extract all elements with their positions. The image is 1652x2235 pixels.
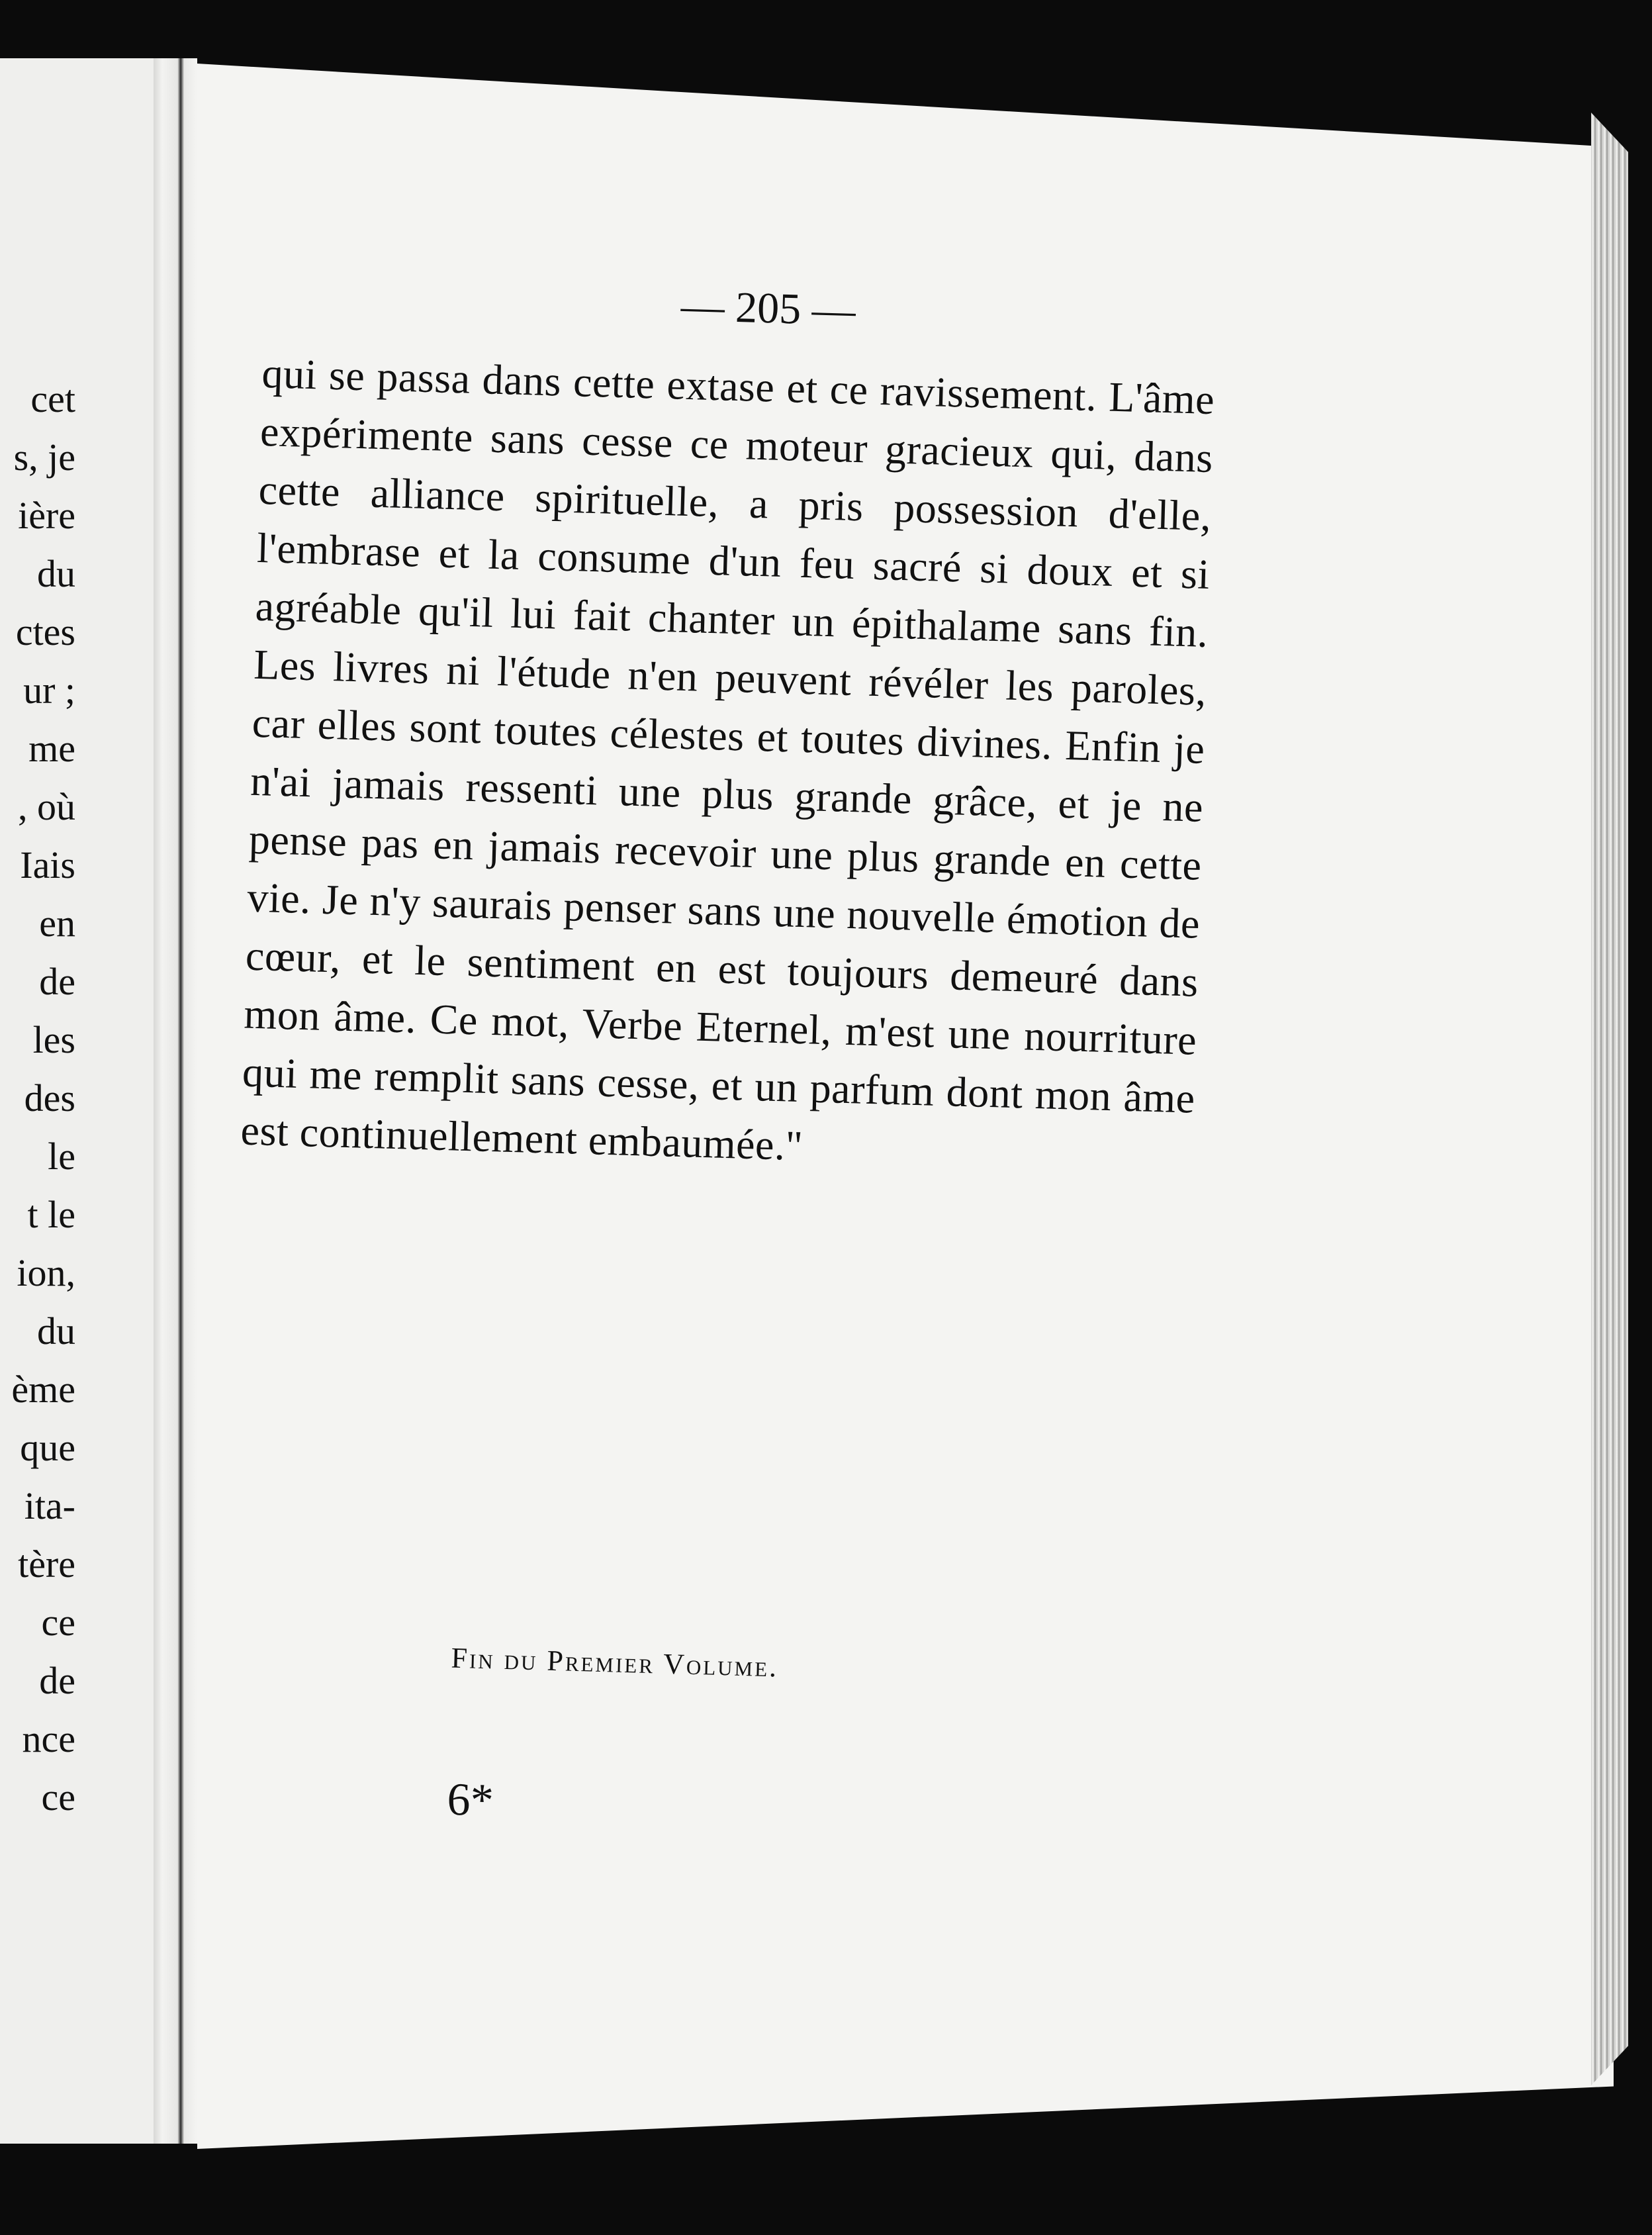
- left-page-line: le: [48, 1135, 75, 1178]
- left-page-line: ur ;: [23, 669, 75, 712]
- left-page-line: nce: [22, 1717, 75, 1760]
- end-of-volume-note: Fin du Premier Volume.: [450, 1641, 779, 1684]
- left-page-line: du: [37, 1309, 75, 1353]
- page-number: — 205 —: [680, 281, 856, 335]
- left-page-line: Iais: [20, 843, 75, 886]
- left-page-line: , où: [18, 785, 75, 828]
- left-page-line: de: [39, 1659, 75, 1702]
- left-page-line: du: [37, 552, 75, 595]
- left-page-line: ce: [41, 1776, 75, 1819]
- left-page-line: ctes: [15, 610, 75, 653]
- left-page-line: ita-: [24, 1484, 75, 1527]
- signature-mark: 6*: [446, 1774, 494, 1827]
- left-page-line: des: [24, 1076, 75, 1119]
- left-page-line: les: [32, 1018, 75, 1061]
- body-paragraph: qui se passa dans cette extase et ce ravissement. L'âme expérimente sans cesse ce moteur gracieux qui, dans cette alliance spirituelle, a pris possession d'elle, l'embrase et la consume d'un feu sacré si doux et si agréable qu'il lui fait chanter un épithalame sans fin. Les livres ni l'étude n'en peuvent révéler les paroles, car elles sont toutes célestes et toutes divines. Enfin je n'ai jamais ressenti une plus grande grâce, et je ne pense pas en jamais recevoir une plus grande en cette vie. Je n'y saurais penser sans une nouvelle émotion de cœur, et le sentiment en est toujours demeuré dans mon âme. Ce mot, Verbe Eternel, m'est une nourriture qui me remplit sans cesse, et un parfum dont mon âme est continuellement embaumée.": [240, 349, 1216, 1170]
- book-gutter: [154, 58, 197, 2144]
- left-page-line: cet: [30, 377, 75, 420]
- left-page-line: tère: [18, 1543, 75, 1586]
- left-facing-page: [0, 58, 154, 2144]
- left-page-line: que: [20, 1426, 75, 1469]
- page-edges: [1591, 113, 1628, 2085]
- left-page-line: ion,: [17, 1251, 75, 1294]
- left-page-line: de: [39, 960, 75, 1003]
- left-page-line: ière: [18, 494, 75, 537]
- left-page-line: en: [39, 902, 75, 945]
- left-page-line: ce: [41, 1601, 75, 1644]
- left-page-line: t le: [27, 1193, 75, 1236]
- left-page-line: ème: [11, 1368, 75, 1411]
- left-page-line: me: [28, 727, 75, 770]
- left-page-line: s, je: [13, 436, 75, 479]
